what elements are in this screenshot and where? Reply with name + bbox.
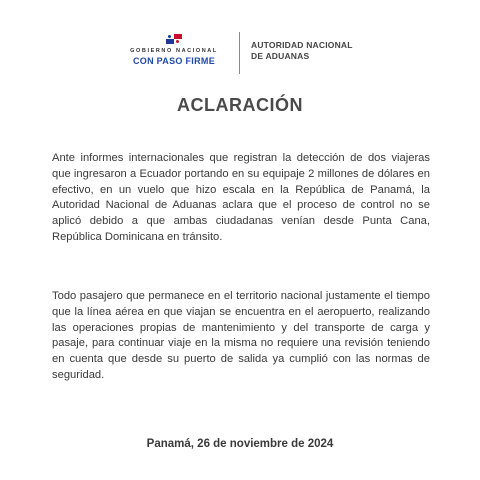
paragraph-2: Todo pasajero que permanece en el territorio nacional justamente el tiempo que la línea aérea en que viajan se encuentra en el aeropuerto, realizando las operaciones propias de mantenimiento y del transporte de carga y pasaje, para continuar viaje en la misma no requiere una revisión teniendo en cuenta que desde su puerto de salida ya cumplió con las normas de seguridad. <box>52 290 430 381</box>
agency-name <box>251 40 353 62</box>
gobierno-nacional-logo <box>118 34 230 72</box>
document-title: ACLARACIÓN <box>177 95 303 115</box>
header <box>0 30 480 76</box>
agency-name-line1: AUTORIDAD NACIONAL <box>251 40 353 50</box>
header-divider <box>239 32 240 74</box>
agency-name-line2: DE ADUANAS <box>251 51 310 61</box>
paragraph-1: Ante informes internacionales que registran la detección de dos viajeras que ingresaron a Ecuador portando en su equipaje 2 millones de dólares en efectivo, en un vuelo que hizo escala en la República de Panamá, la Autoridad Nacional de Aduanas aclara que el proceso de control no se aplicó debido a que ambas ciudadanas venían desde Punta Cana, República Dominicana en tránsito. <box>52 152 430 243</box>
gov-logo-slogan: CON PASO FIRME <box>132 56 216 66</box>
panama-flag-icon <box>166 34 182 44</box>
signoff-date: Panamá, 26 de noviembre de 2024 <box>146 438 334 450</box>
gov-logo-top-text: GOBIERNO NACIONAL <box>130 48 218 54</box>
